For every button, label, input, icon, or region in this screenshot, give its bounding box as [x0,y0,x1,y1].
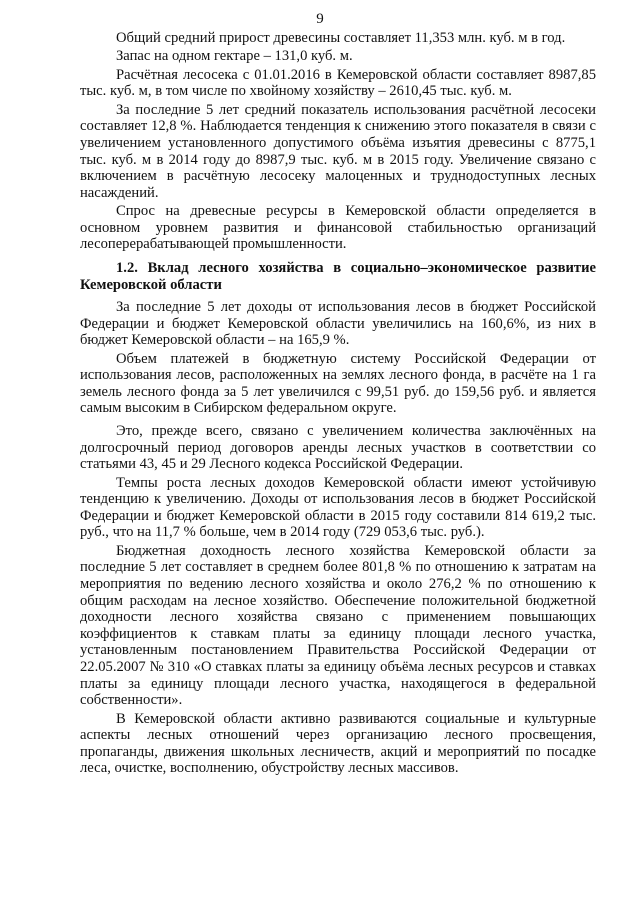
paragraph-social-aspects: В Кемеровской области активно развиваются социальные и культурные аспекты лесных отношений через организацию лесного просвещения, пропаганды, движения школьных лесничеств, акций и мероприятий по посадке леса, очистке, восполнению, обустройству лесных массивов. [80,710,596,777]
paragraph-cut-usage: За последние 5 лет средний показатель использования расчётной лесосеки составляет 12,8 %. Наблюдается тенденция к снижению этого показателя в связи с увеличением установленного допустимого объёма изъятия древесины с 8775,1 тыс. куб. м в 2014 году до 8987,9 тыс. куб. м в 2015 году. Увеличение связано с включением в расчётную лесосеку малоценных и труднодоступных лесных насаждений. [80,101,596,201]
section-heading: 1.2. Вклад лесного хозяйства в социально–экономическое развитие Кемеровской области [80,259,596,293]
paragraph-allowable-cut: Расчётная лесосека с 01.01.2016 в Кемеровской области составляет 8987,85 тыс. куб. м, в том числе по хвойному хозяйству – 2610,45 тыс. куб. м. [80,66,596,100]
page-content [80,30,596,779]
paragraph-payments-per-hectare: Объем платежей в бюджетную систему Российской Федерации от использования лесов, расположенных на землях лесного фонда, в расчёте на 1 га земель лесного фонда за 5 лет увеличился с 99,51 руб. до 159,56 руб. и является самым высоким в Сибирском федеральном округе. [80,350,596,417]
paragraph-lease-agreements: Это, прежде всего, связано с увеличением количества заключённых на долгосрочный период договоров аренды лесных участков в соответствии со статьями 43, 45 и 29 Лесного кодекса Российской Федерации. [80,423,596,473]
paragraph-budget-profitability: Бюджетная доходность лесного хозяйства Кемеровской области за последние 5 лет составляет в среднем более 801,8 % по отношению к затратам на мероприятия по ведению лесного хозяйства и около 276,2 % по отношению к общим расходам на лесное хозяйство. Обеспечение положительной бюджетной доходности лесного хозяйства связано с применением повышающих коэффициентов к ставкам платы за единицу площади лесного участка, установленным постановлением Правительства Российской Федерации от 22.05.2007 № 310 «О ставках платы за единицу объёма лесных ресурсов и ставках платы за единицу площади лесного участка, находящегося в федеральной собственности». [80,542,596,709]
page-number: 9 [316,11,324,27]
paragraph-forest-income: За последние 5 лет доходы от использования лесов в бюджет Российской Федерации и бюджет Кемеровской области увеличились на 160,6%, из них в бюджет Кемеровской области – на 165,9 %. [80,299,596,349]
paragraph-stock-per-hectare: Запас на одном гектаре – 131,0 куб. м. [116,48,353,65]
paragraph-income-growth: Темпы роста лесных доходов Кемеровской области имеют устойчивую тенденцию к увеличению. Доходы от использования лесов в бюджет Российской Федерации и бюджет Кемеровской области в 2015 году составили 814 619,2 тыс. руб., что на 11,7 % больше, чем в 2014 году (729 053,6 тыс. руб.). [80,474,596,541]
paragraph-wood-growth: Общий средний прирост древесины составляет 11,353 млн. куб. м в год. [116,30,566,46]
paragraph-wood-demand: Спрос на древесные ресурсы в Кемеровской области определяется в основном уровнем развития и финансовой стабильностью организаций лесоперерабатывающей промышленности. [80,203,596,253]
